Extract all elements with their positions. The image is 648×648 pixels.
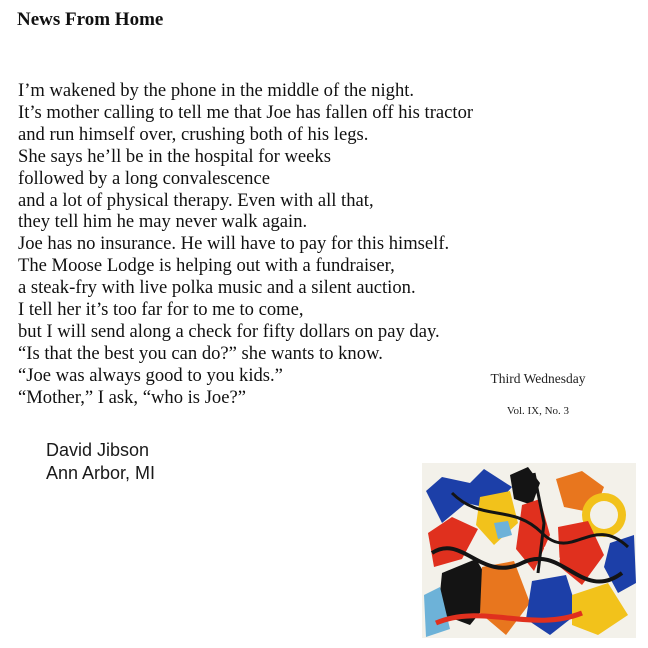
poem-line: followed by a long convalescence — [18, 167, 270, 189]
abstract-painting-icon — [422, 463, 636, 638]
poem-line: and a lot of physical therapy. Even with all that, — [18, 189, 374, 211]
poem-line: I tell her it’s too far for to me to come, — [18, 299, 304, 321]
poem-line: a steak-fry with live polka music and a silent auction. — [18, 277, 416, 299]
poem-line: “Is that the best you can do?” she wants to know. — [18, 342, 383, 364]
poem-line: and run himself over, crushing both of his legs. — [18, 123, 369, 145]
poem-line: She says he’ll be in the hospital for weeks — [18, 145, 331, 167]
author-location: Ann Arbor, MI — [46, 463, 156, 483]
poem-line: It’s mother calling to tell me that Joe has fallen off his tractor — [18, 101, 474, 123]
poem-line: Joe has no insurance. He will have to pay for this himself. — [18, 233, 450, 255]
author-block — [46, 439, 155, 485]
author-name: David Jibson — [46, 440, 150, 460]
poem-line: The Moose Lodge is helping out with a fundraiser, — [18, 255, 395, 277]
journal-name: Third Wednesday — [490, 371, 586, 386]
poem-line: I’m wakened by the phone in the middle of the night. — [18, 80, 415, 101]
poem-line: “Mother,” I ask, “who is Joe?” — [18, 386, 246, 408]
poem-line: “Joe was always good to you kids.” — [18, 364, 283, 386]
poem-title: News From Home — [17, 9, 164, 30]
poem-line: they tell him he may never walk again. — [18, 211, 308, 233]
poem-body — [18, 80, 473, 409]
journal-volume: Vol. IX, No. 3 — [506, 405, 570, 417]
poem-line: but I will send along a check for fifty dollars on pay day. — [18, 320, 440, 342]
